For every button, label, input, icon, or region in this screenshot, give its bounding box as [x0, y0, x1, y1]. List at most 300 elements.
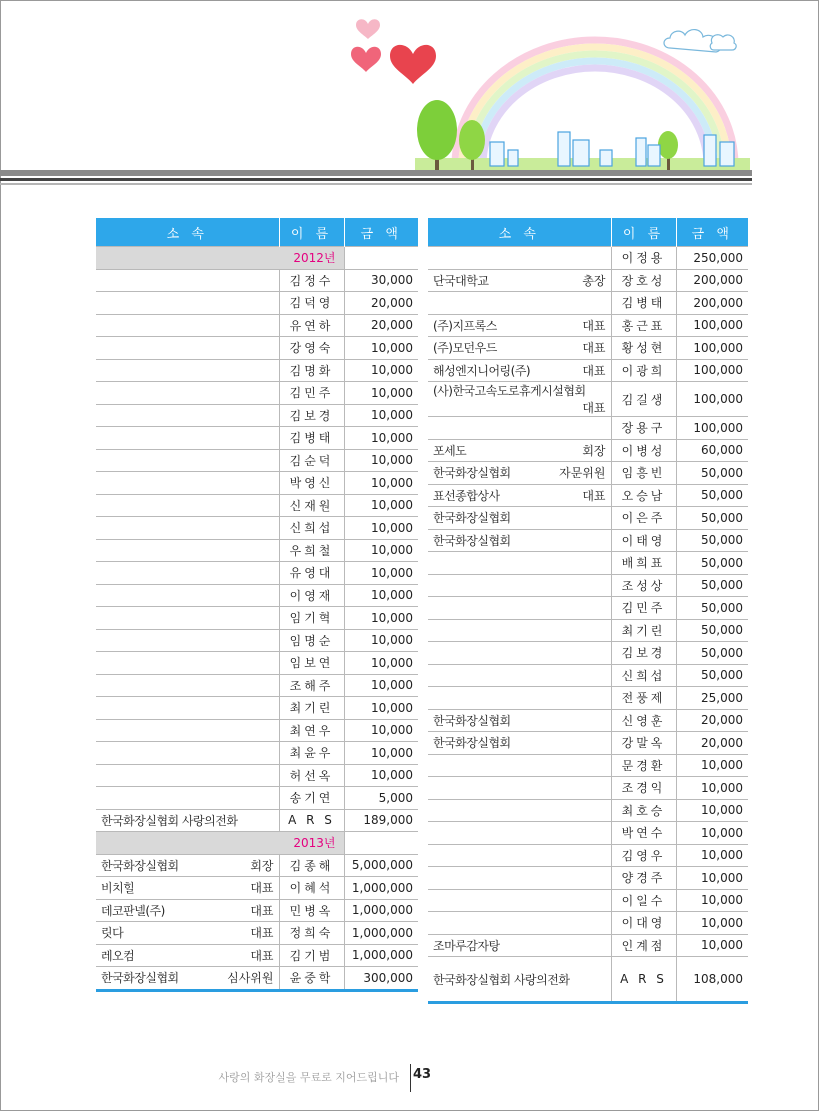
donation-amount: 10,000 [676, 799, 748, 822]
donation-amount: 5,000,000 [344, 854, 418, 877]
table-row [96, 314, 418, 337]
table-row [428, 292, 748, 315]
donation-amount: 50,000 [676, 597, 748, 620]
donation-amount: 20,000 [676, 709, 748, 732]
affiliation-cell [96, 922, 279, 945]
donor-name: 김정수 [279, 269, 344, 292]
table-row [428, 507, 748, 530]
table-row [428, 552, 748, 575]
donor-name: 문경환 [611, 754, 676, 777]
table-row [96, 944, 418, 967]
donation-amount: 50,000 [676, 664, 748, 687]
affiliation-role: 회장 [582, 443, 606, 458]
affiliation-cell [96, 517, 279, 540]
donation-amount: 10,000 [676, 867, 748, 890]
table-row [96, 404, 418, 427]
donation-amount: 50,000 [676, 462, 748, 485]
table-row [428, 664, 748, 687]
affiliation-org: 한국화장실협회 [433, 466, 511, 481]
affiliation-cell [96, 674, 279, 697]
affiliation-org: 데코판넬(주) [101, 903, 165, 918]
affiliation-org: 한국화장실협회 [433, 511, 511, 526]
affiliation-org: 한국화장실협회 [433, 533, 511, 548]
affiliation-role: 대표 [582, 318, 606, 333]
year-label: 2013년 [96, 832, 344, 855]
donor-name: 이일수 [611, 889, 676, 912]
donation-amount: 10,000 [344, 562, 418, 585]
affiliation-cell [428, 314, 611, 337]
affiliation-org: 비치힐 [101, 881, 135, 896]
table-row [96, 787, 418, 810]
donor-name: 이병성 [611, 439, 676, 462]
donation-amount: 50,000 [676, 507, 748, 530]
donation-amount: 189,000 [344, 809, 418, 832]
affiliation-cell [96, 899, 279, 922]
affiliation-cell [428, 529, 611, 552]
affiliation-cell [96, 944, 279, 967]
donor-name: 조성상 [611, 574, 676, 597]
donor-name: 박연수 [611, 822, 676, 845]
affiliation-cell [428, 957, 611, 1003]
table-row [96, 449, 418, 472]
donor-name: 조해주 [279, 674, 344, 697]
donation-amount: 1,000,000 [344, 877, 418, 900]
affiliation-role: 총장 [582, 273, 606, 288]
table-row [96, 742, 418, 765]
donation-amount: 100,000 [676, 382, 748, 417]
donor-name: 김보경 [279, 404, 344, 427]
table-row [96, 967, 418, 991]
donation-amount: 10,000 [344, 539, 418, 562]
table-row [428, 439, 748, 462]
table-row [428, 597, 748, 620]
table-row [428, 912, 748, 935]
affiliation-cell [428, 934, 611, 957]
table-row [428, 314, 748, 337]
footer-tagline: 사랑의 화장실을 무료로 지어드립니다 [218, 1071, 399, 1084]
donor-name: 오승남 [611, 484, 676, 507]
donation-amount: 20,000 [344, 292, 418, 315]
affiliation-cell [428, 337, 611, 360]
donor-name: 신재원 [279, 494, 344, 517]
donor-name: 송기연 [279, 787, 344, 810]
donation-amount: 300,000 [344, 967, 418, 991]
donor-name: 임명순 [279, 629, 344, 652]
affiliation-cell [96, 652, 279, 675]
year-band-blank [344, 832, 418, 855]
donation-amount: 10,000 [344, 427, 418, 450]
table-row [428, 754, 748, 777]
table-row [428, 462, 748, 485]
col-header-name: 이 름 [279, 218, 344, 247]
donor-name: 유연하 [279, 314, 344, 337]
donation-amount: 60,000 [676, 439, 748, 462]
year-band-blank [344, 247, 418, 270]
donation-amount: 50,000 [676, 529, 748, 552]
table-row [96, 337, 418, 360]
affiliation-org: 해성엔지니어링(주) [433, 363, 531, 378]
affiliation-cell [428, 619, 611, 642]
donor-name: 김기범 [279, 944, 344, 967]
table-row [96, 269, 418, 292]
donor-name: 최윤우 [279, 742, 344, 765]
donation-amount: 100,000 [676, 417, 748, 440]
affiliation-role: 자문위원 [559, 466, 606, 481]
donation-amount: 10,000 [344, 359, 418, 382]
table-row [96, 899, 418, 922]
table-row [96, 427, 418, 450]
donor-name: 우희철 [279, 539, 344, 562]
donation-amount: 100,000 [676, 359, 748, 382]
affiliation-org: 한국화장실협회 사랑의전화 [101, 813, 238, 828]
affiliation-role: 회장 [250, 858, 274, 873]
affiliation-cell [428, 732, 611, 755]
donor-name: 양경주 [611, 867, 676, 890]
affiliation-cell [96, 404, 279, 427]
affiliation-org: 릿다 [101, 926, 124, 941]
affiliation-cell [96, 607, 279, 630]
table-row [96, 539, 418, 562]
table-row [96, 562, 418, 585]
affiliation-cell [428, 687, 611, 710]
donor-table-left [96, 218, 418, 992]
table-row [428, 247, 748, 270]
affiliation-cell [428, 754, 611, 777]
table-row [96, 472, 418, 495]
col-header-amount: 금 액 [344, 218, 418, 247]
donor-name: 신희섭 [279, 517, 344, 540]
table-row [428, 732, 748, 755]
affiliation-role: 대표 [582, 401, 606, 415]
affiliation-cell [96, 314, 279, 337]
affiliation-cell [96, 764, 279, 787]
donation-amount: 10,000 [344, 472, 418, 495]
donor-name: 신영훈 [611, 709, 676, 732]
donation-amount: 50,000 [676, 574, 748, 597]
table-row [428, 889, 748, 912]
donor-name: 최호승 [611, 799, 676, 822]
donation-amount: 50,000 [676, 619, 748, 642]
affiliation-cell [428, 247, 611, 270]
affiliation-cell [428, 507, 611, 530]
donor-name: 강말옥 [611, 732, 676, 755]
donor-name: 이대영 [611, 912, 676, 935]
donor-name: 김민주 [279, 382, 344, 405]
donor-name: A R S [611, 957, 676, 1003]
donor-name: 최기린 [611, 619, 676, 642]
table-row [428, 382, 748, 417]
donor-name: 이태영 [611, 529, 676, 552]
donor-name: 황성현 [611, 337, 676, 360]
affiliation-cell [428, 642, 611, 665]
donation-amount: 10,000 [344, 629, 418, 652]
affiliation-cell [96, 292, 279, 315]
donation-amount: 200,000 [676, 269, 748, 292]
donation-amount: 1,000,000 [344, 944, 418, 967]
table-row [428, 799, 748, 822]
donation-amount: 250,000 [676, 247, 748, 270]
donation-amount: 10,000 [344, 697, 418, 720]
donor-name: 신희섭 [611, 664, 676, 687]
table-row [96, 607, 418, 630]
donation-amount: 10,000 [344, 517, 418, 540]
affiliation-cell [96, 539, 279, 562]
affiliation-cell [428, 552, 611, 575]
donation-amount: 10,000 [344, 719, 418, 742]
affiliation-org: 단국대학교 [433, 273, 489, 288]
affiliation-cell [428, 382, 611, 417]
table-row [96, 359, 418, 382]
affiliation-cell [428, 777, 611, 800]
donation-amount: 1,000,000 [344, 922, 418, 945]
donor-name: 김길생 [611, 382, 676, 417]
donor-name: 최연우 [279, 719, 344, 742]
table-row [428, 529, 748, 552]
affiliation-cell [428, 844, 611, 867]
table-row [96, 854, 418, 877]
table-row [428, 619, 748, 642]
donation-amount: 25,000 [676, 687, 748, 710]
affiliation-org: (주)모던우드 [433, 341, 497, 356]
table-row [96, 292, 418, 315]
affiliation-cell [428, 597, 611, 620]
affiliation-cell [96, 494, 279, 517]
donor-name: 김병태 [611, 292, 676, 315]
table-row [428, 574, 748, 597]
affiliation-cell [96, 382, 279, 405]
affiliation-cell [428, 664, 611, 687]
donation-amount: 10,000 [676, 912, 748, 935]
donation-amount: 20,000 [344, 314, 418, 337]
table-row [428, 417, 748, 440]
donation-amount: 10,000 [344, 449, 418, 472]
donor-name: 유영대 [279, 562, 344, 585]
donor-name: 박영신 [279, 472, 344, 495]
affiliation-cell [428, 417, 611, 440]
affiliation-role: 대표 [582, 488, 606, 503]
donor-name: 김명화 [279, 359, 344, 382]
affiliation-cell [428, 867, 611, 890]
donation-amount: 10,000 [676, 844, 748, 867]
table-row [428, 484, 748, 507]
affiliation-org: 한국화장실협회 사랑의전화 [433, 972, 570, 987]
donor-name: 장호성 [611, 269, 676, 292]
donation-amount: 108,000 [676, 957, 748, 1003]
table-row [96, 629, 418, 652]
affiliation-cell [96, 854, 279, 877]
affiliation-org: (사)한국고속도로휴게시설협회 [433, 384, 586, 398]
table-row [96, 382, 418, 405]
affiliation-cell [96, 472, 279, 495]
affiliation-cell [96, 697, 279, 720]
affiliation-role: 대표 [582, 363, 606, 378]
donor-name: 김순덕 [279, 449, 344, 472]
affiliation-cell [96, 427, 279, 450]
table-row [96, 652, 418, 675]
header-divider-bars [0, 170, 752, 186]
affiliation-org: 레오컴 [101, 948, 135, 963]
donation-amount: 10,000 [676, 889, 748, 912]
affiliation-org: 한국화장실협회 [433, 736, 511, 751]
affiliation-role: 대표 [250, 948, 274, 963]
table-row [428, 934, 748, 957]
donation-amount: 10,000 [344, 674, 418, 697]
donor-table-right-body [428, 247, 748, 1003]
table-row [428, 642, 748, 665]
donor-name: 최기린 [279, 697, 344, 720]
affiliation-cell [96, 877, 279, 900]
table-row [96, 877, 418, 900]
affiliation-cell [96, 809, 279, 832]
donor-name: 장용구 [611, 417, 676, 440]
table-row [428, 844, 748, 867]
affiliation-cell [428, 462, 611, 485]
affiliation-cell [96, 787, 279, 810]
affiliation-role: 대표 [250, 903, 274, 918]
year-label: 2012년 [96, 247, 344, 270]
donor-table-left-body [96, 247, 418, 991]
table-row [96, 809, 418, 832]
affiliation-cell [96, 562, 279, 585]
affiliation-cell [428, 709, 611, 732]
affiliation-cell [428, 889, 611, 912]
donor-name: 임기혁 [279, 607, 344, 630]
affiliation-cell [96, 269, 279, 292]
affiliation-org: 조마루감자탕 [433, 938, 500, 953]
table-row [428, 359, 748, 382]
donation-amount: 10,000 [344, 764, 418, 787]
year-band-row [96, 832, 418, 855]
donor-name: 이광희 [611, 359, 676, 382]
table-row [96, 719, 418, 742]
header-illustration [0, 0, 819, 190]
donor-name: 정희숙 [279, 922, 344, 945]
table-row [428, 337, 748, 360]
donation-amount: 50,000 [676, 642, 748, 665]
affiliation-org: 포세도 [433, 443, 467, 458]
affiliation-org: 한국화장실협회 [101, 858, 179, 873]
donation-amount: 10,000 [344, 382, 418, 405]
table-row [428, 777, 748, 800]
table-row [428, 269, 748, 292]
donor-name: 김보경 [611, 642, 676, 665]
donation-amount: 10,000 [676, 822, 748, 845]
donor-name: 전풍제 [611, 687, 676, 710]
affiliation-cell [96, 742, 279, 765]
donor-name: 이혜석 [279, 877, 344, 900]
donation-amount: 10,000 [344, 584, 418, 607]
table-row [428, 709, 748, 732]
donor-name: A R S [279, 809, 344, 832]
affiliation-cell [96, 719, 279, 742]
donor-name: 김영우 [611, 844, 676, 867]
donor-name: 윤중학 [279, 967, 344, 991]
donor-name: 배희표 [611, 552, 676, 575]
affiliation-cell [428, 574, 611, 597]
heart-icon [390, 45, 436, 84]
donor-name: 인계점 [611, 934, 676, 957]
affiliation-org: 한국화장실협회 [433, 713, 511, 728]
affiliation-cell [96, 967, 279, 991]
donor-name: 임보연 [279, 652, 344, 675]
donor-name: 김종해 [279, 854, 344, 877]
affiliation-cell [428, 799, 611, 822]
donation-amount: 50,000 [676, 552, 748, 575]
donor-name: 이은주 [611, 507, 676, 530]
table-row [96, 584, 418, 607]
donor-name: 허선옥 [279, 764, 344, 787]
donation-amount: 20,000 [676, 732, 748, 755]
donation-amount: 10,000 [344, 337, 418, 360]
donor-name: 김병태 [279, 427, 344, 450]
table-row [96, 494, 418, 517]
page-footer [0, 1064, 819, 1094]
affiliation-cell [428, 484, 611, 507]
donation-amount: 10,000 [344, 652, 418, 675]
donor-name: 강영숙 [279, 337, 344, 360]
table-row [96, 517, 418, 540]
year-band-row [96, 247, 418, 270]
table-row [96, 674, 418, 697]
donation-amount: 1,000,000 [344, 899, 418, 922]
table-row [96, 697, 418, 720]
affiliation-cell [96, 449, 279, 472]
donation-amount: 10,000 [676, 777, 748, 800]
donor-name: 임흥빈 [611, 462, 676, 485]
table-row [96, 764, 418, 787]
affiliation-cell [96, 337, 279, 360]
donation-amount: 10,000 [676, 934, 748, 957]
donation-amount: 200,000 [676, 292, 748, 315]
donation-amount: 100,000 [676, 314, 748, 337]
donation-amount: 10,000 [344, 494, 418, 517]
col-header-name: 이 름 [611, 218, 676, 247]
table-row [96, 922, 418, 945]
donation-amount: 10,000 [676, 754, 748, 777]
donor-name: 김덕영 [279, 292, 344, 315]
donor-name: 조경익 [611, 777, 676, 800]
donation-amount: 10,000 [344, 607, 418, 630]
affiliation-cell [96, 359, 279, 382]
donor-name: 이영재 [279, 584, 344, 607]
donation-amount: 100,000 [676, 337, 748, 360]
affiliation-role: 대표 [250, 926, 274, 941]
donation-amount: 10,000 [344, 404, 418, 427]
affiliation-role: 심사위원 [227, 971, 274, 986]
affiliation-cell [96, 629, 279, 652]
donor-name: 민병옥 [279, 899, 344, 922]
donor-name: 홍근표 [611, 314, 676, 337]
donor-name: 이정용 [611, 247, 676, 270]
cloud-icon [664, 30, 736, 52]
affiliation-cell [428, 292, 611, 315]
donation-amount: 30,000 [344, 269, 418, 292]
affiliation-cell [428, 912, 611, 935]
heart-icon [356, 19, 380, 39]
affiliation-cell [428, 439, 611, 462]
donor-table-right [428, 218, 748, 1004]
affiliation-cell [428, 359, 611, 382]
affiliation-org: (주)지프록스 [433, 318, 497, 333]
donor-name: 김민주 [611, 597, 676, 620]
table-row [428, 687, 748, 710]
donation-amount: 5,000 [344, 787, 418, 810]
affiliation-cell [96, 584, 279, 607]
col-header-affiliation: 소 속 [428, 218, 611, 247]
affiliation-cell [428, 269, 611, 292]
donation-amount: 10,000 [344, 742, 418, 765]
heart-icon [351, 47, 381, 72]
